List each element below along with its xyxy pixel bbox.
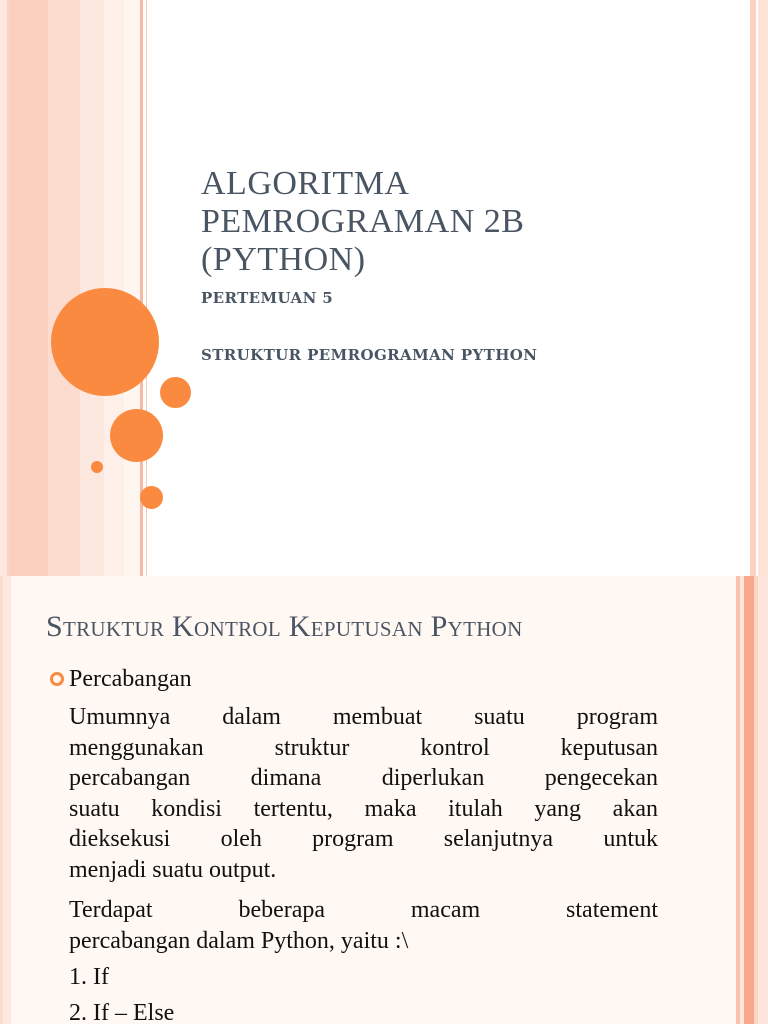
decorative-stripe xyxy=(10,0,48,576)
slide-title-line: PEMROGRAMAN 2B xyxy=(201,203,525,240)
paragraph-line: Terdapat beberapa macam statement xyxy=(69,897,658,923)
slide-title-line: (PYTHON) xyxy=(201,241,366,278)
decorative-circle xyxy=(160,377,191,408)
paragraph-line: menjadi suatu output. xyxy=(69,856,277,883)
decorative-stripe xyxy=(48,0,80,576)
slide-title xyxy=(201,165,721,279)
decorative-stripe xyxy=(758,576,768,1024)
content-slide xyxy=(0,576,768,1024)
paragraph-line: suatu kondisi tertentu, maka itulah yang akan xyxy=(69,795,658,822)
paragraph-line: Umumnya dalam membuat suatu program xyxy=(69,704,658,730)
decorative-circle-small xyxy=(91,461,103,473)
list-item: 1. If xyxy=(69,964,109,990)
paragraph-line: percabangan dalam Python, yaitu :\ xyxy=(69,927,409,954)
decorative-circle xyxy=(110,409,163,462)
topic-subtitle: STRUKTUR PEMROGRAMAN PYTHON xyxy=(201,346,538,364)
decorative-circle-large xyxy=(51,288,159,396)
slide-title-line: ALGORITMA xyxy=(201,165,410,202)
list-intro xyxy=(69,895,658,956)
decorative-stripe xyxy=(758,0,768,576)
decorative-stripe xyxy=(744,576,754,1024)
decorative-circle-small xyxy=(140,486,163,509)
meeting-subtitle: PERTEMUAN 5 xyxy=(201,289,334,307)
list-item: 2. If – Else xyxy=(69,1000,175,1024)
decorative-stripe xyxy=(3,576,11,1024)
paragraph-line: percabangan dimana diperlukan pengecekan xyxy=(69,765,658,791)
bullet-ring-icon xyxy=(50,672,64,686)
paragraph-line: dieksekusi oleh program selanjutnya untuk xyxy=(69,826,658,852)
slide-heading: Struktur Kontrol Keputusan Python xyxy=(46,610,523,643)
paragraph-line: menggunakan struktur kontrol keputusan xyxy=(69,734,658,761)
decorative-stripe xyxy=(0,0,7,576)
decorative-stripe xyxy=(750,0,756,576)
bullet-label: Percabangan xyxy=(69,666,192,692)
body-paragraph xyxy=(69,702,658,885)
decorative-stripe xyxy=(124,0,140,576)
